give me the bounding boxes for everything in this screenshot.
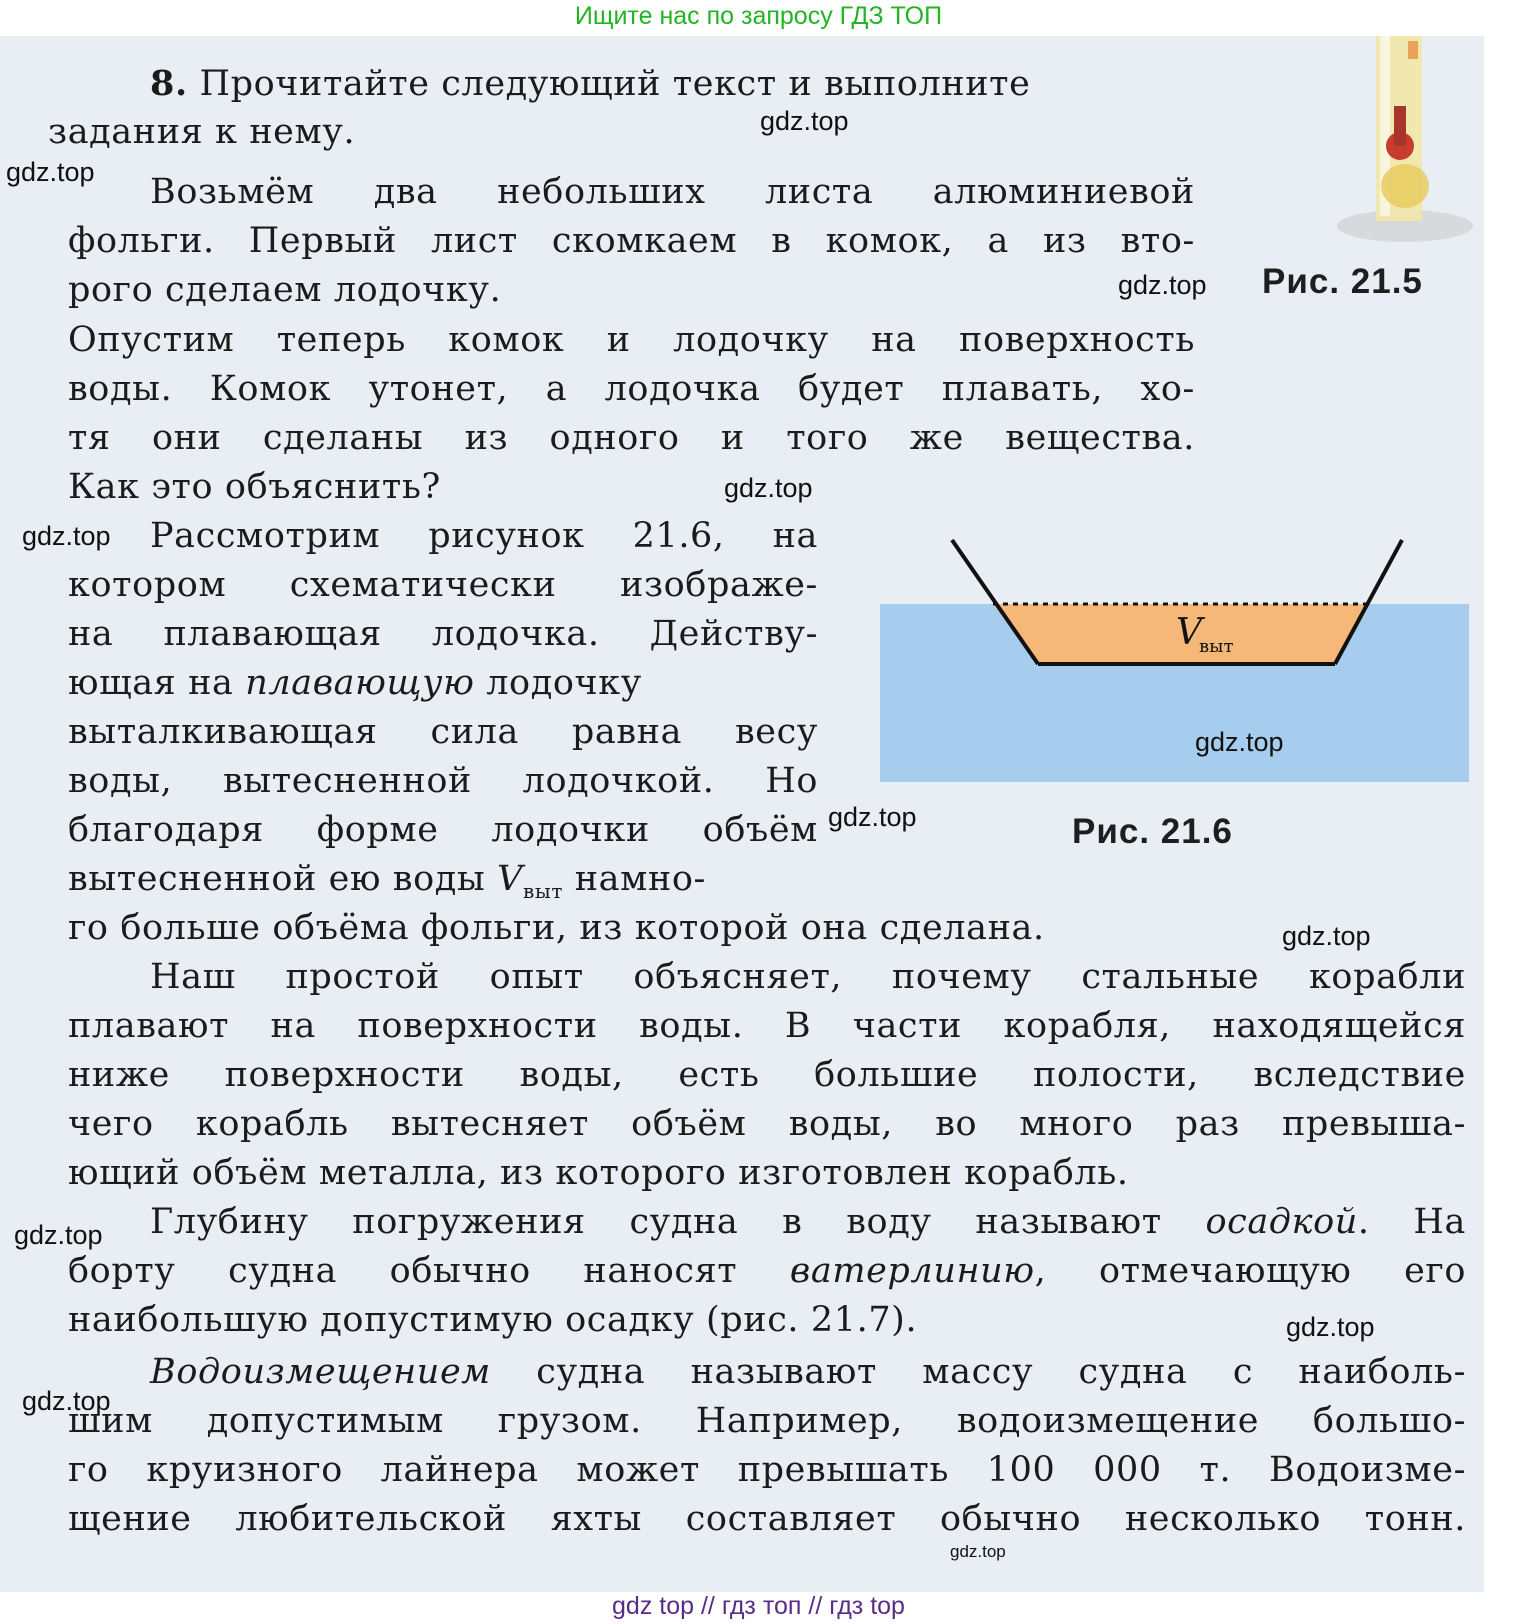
task-heading-text: Прочитайте следующий текст и выполните — [199, 64, 1031, 104]
p3-line6: воды, вытесненной лодочкой. Но — [68, 761, 818, 801]
p3-line5: выталкивающая сила равна весу — [68, 712, 818, 752]
p5-line1-end: . На — [1357, 1202, 1466, 1242]
p4-line1: Наш простой опыт объясняет, почему стальные корабли — [150, 957, 1466, 997]
watermark: gdz.top — [14, 1220, 103, 1250]
p5-line2-start: борту судна обычно наносят — [68, 1251, 790, 1291]
p4-line3: ниже поверхности воды, есть большие полости, вследствие — [68, 1055, 1466, 1095]
p3-line4-end: лодочку — [474, 663, 642, 703]
watermark: gdz.top — [828, 802, 917, 832]
watermark: gdz.top — [760, 106, 849, 136]
watermark: gdz.top — [22, 521, 111, 551]
p4-line2: плавают на поверхности воды. В части корабля, находящейся — [68, 1006, 1466, 1046]
p3-italic-floating: плавающую — [245, 663, 475, 703]
watermark: gdz.top — [1195, 727, 1284, 757]
p5-line2-end: , отмечающую его — [1034, 1251, 1466, 1291]
fig-21-5-caption: Рис. 21.5 — [1262, 262, 1423, 301]
boat-diagram — [940, 530, 1410, 670]
p2-line1: Опустим теперь комок и лодочку на поверхность — [68, 320, 1195, 360]
watermark: gdz.top — [1282, 921, 1371, 951]
p1-line3: рого сделаем лодочку. — [68, 270, 502, 310]
watermark: gdz.top — [22, 1386, 111, 1416]
watermark: gdz.top — [724, 473, 813, 503]
p6-line3: го круизного лайнера может превышать 100 000 т. Водоизме- — [68, 1450, 1466, 1490]
boat-left-side — [952, 540, 1038, 664]
task-number: 8. — [150, 63, 188, 104]
p6-line2: шим допустимым грузом. Например, водоизмещение большо- — [68, 1401, 1466, 1441]
p6-line1-end: судна называют массу судна с наиболь- — [490, 1352, 1466, 1392]
p5-line1-start: Глубину погружения судна в воду называют — [150, 1202, 1206, 1242]
p5-line3: наибольшую допустимую осадку (рис. 21.7). — [68, 1300, 918, 1340]
p3-line4-start: ющая на — [68, 663, 246, 703]
p3-line8 — [68, 857, 706, 913]
term-displacement: Водоизмещением — [150, 1352, 491, 1392]
beaker-image — [1330, 36, 1480, 246]
p3-line7: благодаря форме лодочки объём — [68, 810, 818, 850]
fig-21-6-caption: Рис. 21.6 — [1072, 812, 1233, 851]
watermark: gdz.top — [1286, 1312, 1375, 1342]
bottom-banner: gdz top // гдз топ // гдз top — [612, 1592, 905, 1620]
p6-line4: щение любительской яхты составляет обычно несколько тонн. — [68, 1499, 1466, 1539]
p4-line4: чего корабль вытесняет объём воды, во много раз превыша- — [68, 1104, 1466, 1144]
watermark: gdz.top — [6, 157, 95, 187]
v-displaced-label: V — [1176, 612, 1202, 653]
p3-line8-end: намно- — [563, 859, 706, 899]
p4-line5: ющий объём металла, из которого изготовлен корабль. — [68, 1153, 1129, 1193]
p5-line2 — [68, 1249, 1466, 1293]
watermark: gdz.top — [950, 1542, 1006, 1561]
p3-line9: го больше объёма фольги, из которой она сделана. — [68, 908, 1045, 948]
p3-line3: на плавающая лодочка. Действу- — [68, 614, 818, 654]
p3-line2: котором схематически изображе- — [68, 565, 818, 605]
p3-var-v: V — [497, 859, 523, 899]
p5-line1 — [150, 1200, 1466, 1244]
p3-var-sub: выт — [522, 879, 564, 903]
p3-line8-start: вытесненной ею воды — [68, 859, 498, 899]
watermark: gdz.top — [1118, 270, 1207, 300]
p3-line1: Рассмотрим рисунок 21.6, на — [150, 516, 818, 556]
p1-line1: Возьмём два небольших листа алюминиевой — [150, 172, 1195, 212]
p1-line2: фольги. Первый лист скомкаем в комок, а из вто- — [68, 221, 1195, 261]
p3-line4 — [68, 661, 818, 705]
term-draft: осадкой — [1205, 1202, 1358, 1242]
p6-line1 — [150, 1350, 1466, 1394]
p2-line4: Как это объяснить? — [68, 467, 441, 507]
task-heading-line1 — [150, 62, 1030, 106]
term-waterline: ватерлинию — [789, 1251, 1035, 1291]
v-displaced-subscript: выт — [1199, 636, 1234, 657]
p2-line3: тя они сделаны из одного и того же вещества. — [68, 418, 1195, 458]
p2-line2: воды. Комок утонет, а лодочка будет плавать, хо- — [68, 369, 1195, 409]
task-heading-line2: задания к нему. — [48, 112, 356, 152]
top-banner: Ищите нас по запросу ГДЗ ТОП — [574, 2, 943, 30]
boat-right-side — [1335, 540, 1402, 664]
